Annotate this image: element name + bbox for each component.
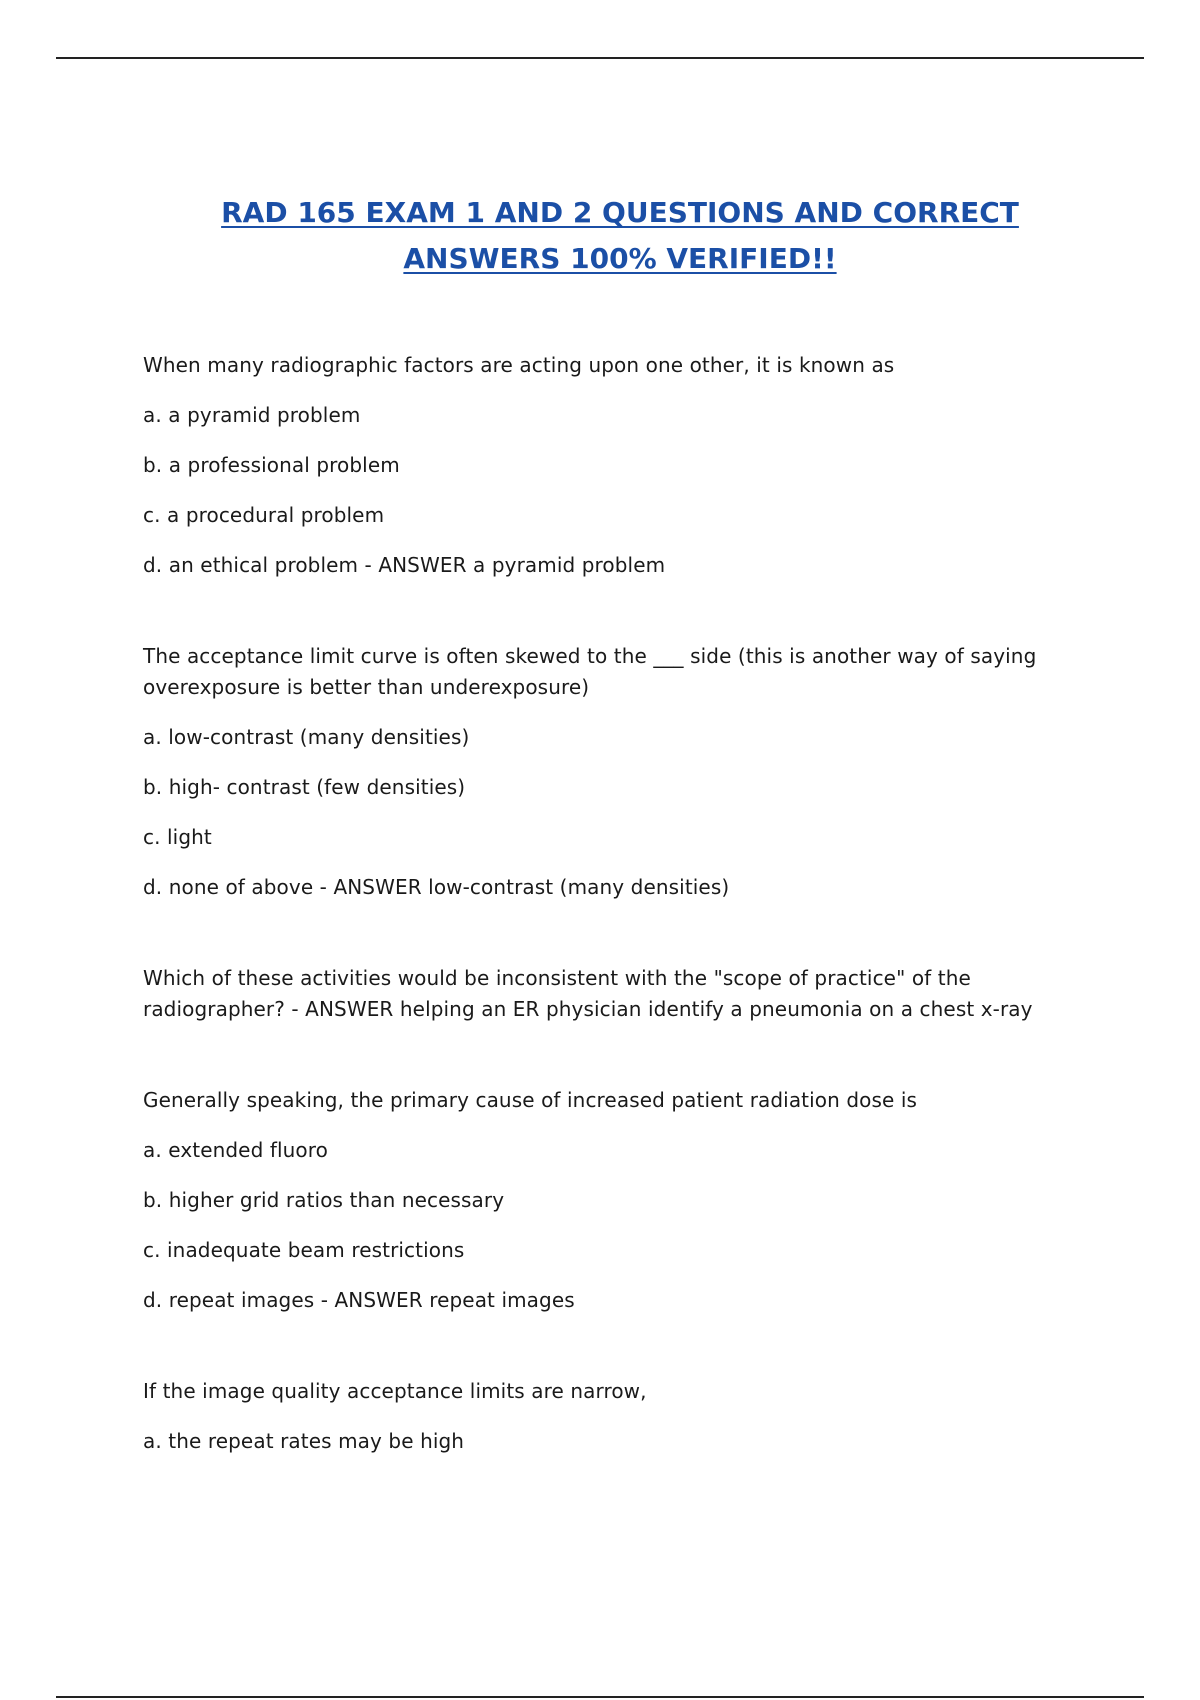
question-stem: The acceptance limit curve is often skewed to the ___ side (this is another way of saying overexposure is better than underexposure) bbox=[143, 644, 1037, 699]
title-line-1: RAD 165 EXAM 1 AND 2 QUESTIONS AND CORRECT bbox=[221, 196, 1019, 229]
question-stem: Which of these activities would be inconsistent with the "scope of practice" of the radiographer? - ANSWER helping an ER physician identify a pneumonia on a chest x-ray bbox=[143, 966, 1033, 1021]
question-stem: If the image quality acceptance limits are narrow, bbox=[143, 1379, 647, 1403]
answer-option: c. a procedural problem bbox=[143, 503, 385, 527]
answer-option: c. light bbox=[143, 825, 212, 849]
answer-option: a. extended fluoro bbox=[143, 1138, 328, 1162]
answer-option: a. the repeat rates may be high bbox=[143, 1429, 465, 1453]
answer-option: d. none of above - ANSWER low-contrast (many densities) bbox=[143, 875, 730, 899]
answer-option: d. repeat images - ANSWER repeat images bbox=[143, 1288, 575, 1312]
title-line-2: ANSWERS 100% VERIFIED!! bbox=[403, 242, 837, 275]
answer-option: b. a professional problem bbox=[143, 453, 400, 477]
answer-option: d. an ethical problem - ANSWER a pyramid problem bbox=[143, 553, 666, 577]
answer-option: a. low-contrast (many densities) bbox=[143, 725, 470, 749]
question-5 bbox=[143, 1376, 1103, 1457]
question-list bbox=[143, 350, 1103, 1457]
question-stem: Generally speaking, the primary cause of increased patient radiation dose is bbox=[143, 1088, 918, 1112]
answer-option: a. a pyramid problem bbox=[143, 403, 361, 427]
answer-option: b. high- contrast (few densities) bbox=[143, 775, 466, 799]
header-rule bbox=[56, 57, 1144, 59]
footer-rule bbox=[56, 1696, 1144, 1698]
question-4 bbox=[143, 1085, 1103, 1316]
document-title bbox=[0, 190, 1200, 282]
answer-option: c. inadequate beam restrictions bbox=[143, 1238, 465, 1262]
question-stem: When many radiographic factors are acting upon one other, it is known as bbox=[143, 353, 895, 377]
question-1 bbox=[143, 350, 1103, 581]
answer-option: b. higher grid ratios than necessary bbox=[143, 1188, 505, 1212]
question-3 bbox=[143, 963, 1103, 1025]
question-2 bbox=[143, 641, 1103, 903]
